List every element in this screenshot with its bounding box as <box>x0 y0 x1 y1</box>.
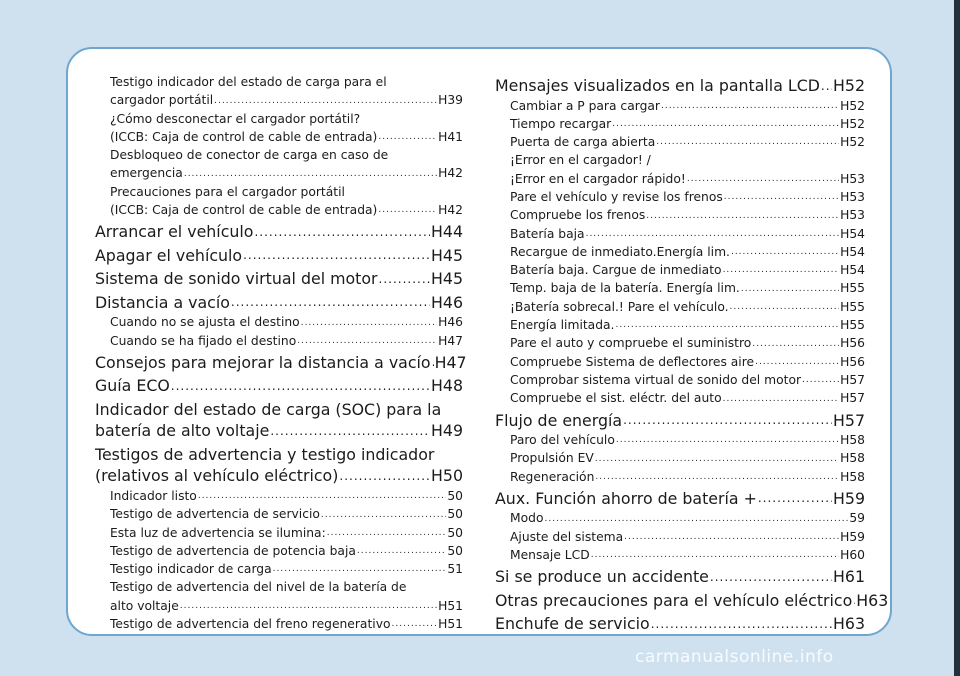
toc-main-entry[interactable]: Consejos para mejorar la distancia a vacío ..... H47 <box>95 352 463 374</box>
toc-sub-entry[interactable]: Batería baja ..... H54 <box>495 225 865 243</box>
toc-sub-entry[interactable]: Testigo de advertencia de potencia baja ..... 50 <box>95 542 463 560</box>
toc-sub-entry[interactable]: Testigo de advertencia del freno regenerativo ..... H51 <box>95 615 463 633</box>
toc-sub-entry-text: Precauciones para el cargador portátil <box>110 184 345 199</box>
toc-sub-entry[interactable]: cargador portátil ..... H39 <box>95 91 463 109</box>
toc-sub-entry[interactable]: Esta luz de advertencia se ilumina: ..... 50 <box>95 524 463 542</box>
toc-sub-entry[interactable]: Testigo indicador de carga ..... 51 <box>95 560 463 578</box>
toc-sub-entry[interactable]: Energía limitada. ..... H55 <box>495 316 865 334</box>
toc-main-entry[interactable]: Otras precauciones para el vehículo eléctrico ..... H63 <box>495 590 865 612</box>
toc-sub-entry[interactable]: Testigo de advertencia de servicio ..... 50 <box>95 505 463 523</box>
toc-sub-entry[interactable]: Regeneración ..... H58 <box>495 468 865 486</box>
toc-sub-entry-text: Testigo indicador del estado de carga para el <box>110 75 387 89</box>
toc-sub-entry[interactable]: Mensaje LCD ..... H60 <box>495 546 865 564</box>
toc-sub-entry[interactable]: (ICCB: Caja de control de cable de entrada) ..... H42 <box>95 201 463 219</box>
toc-main-entry[interactable]: Aux. Función ahorro de batería + ..... H59 <box>495 488 865 510</box>
toc-sub-entry[interactable]: Comprobar sistema virtual de sonido del motor ..... H57 <box>495 371 865 389</box>
toc-main-entry[interactable]: Flujo de energía ..... H57 <box>495 410 865 432</box>
toc-main-entry[interactable]: (relativos al vehículo eléctrico) ..... H50 <box>95 465 463 487</box>
toc-sub-entry[interactable]: (ICCB: Caja de control de cable de entrada) ..... H41 <box>95 128 463 146</box>
toc-sub-entry[interactable]: Compruebe el sist. eléctr. del auto ..... H57 <box>495 389 865 407</box>
toc-sub-entry[interactable]: Puerta de carga abierta ..... H52 <box>495 133 865 151</box>
toc-sub-entry[interactable]: Propulsión EV ..... H58 <box>495 449 865 467</box>
toc-sub-entry[interactable]: Compruebe los frenos ..... H53 <box>495 206 865 224</box>
toc-sub-entry[interactable]: ¡Error en el cargador rápido! ..... H53 <box>495 170 865 188</box>
toc-main-entry[interactable]: Apagar el vehículo ..... H45 <box>95 245 463 267</box>
toc-sub-entry[interactable]: Compruebe Sistema de deflectores aire ..... H56 <box>495 353 865 371</box>
watermark-text: carmanualsonline.info <box>635 647 834 667</box>
toc-sub-entry[interactable]: Temp. baja de la batería. Energía lim. ..... H55 <box>495 279 865 297</box>
page-edge-strip <box>954 0 960 676</box>
toc-sub-entry[interactable]: Pare el vehículo y revise los frenos ..... H53 <box>495 188 865 206</box>
toc-sub-entry-text: ¿Cómo desconectar el cargador portátil? <box>110 111 361 126</box>
toc-sub-entry[interactable]: Recargue de inmediato.Energía lim. ..... H54 <box>495 243 865 261</box>
toc-sub-entry[interactable]: Indicador listo ..... 50 <box>95 487 463 505</box>
toc-sub-entry[interactable]: Ajuste del sistema ..... H59 <box>495 528 865 546</box>
toc-sub-entry-text: ¡Error en el cargador! / <box>510 153 651 168</box>
toc-sub-entry[interactable]: Batería baja. Cargue de inmediato ..... H54 <box>495 261 865 279</box>
toc-main-entry[interactable]: Mensajes visualizados en la pantalla LCD ..... H52 <box>495 75 865 97</box>
toc-main-entry-text: Indicador del estado de carga (SOC) para la <box>95 399 442 419</box>
toc-sub-entry[interactable]: Tiempo recargar ..... H52 <box>495 115 865 133</box>
toc-sub-entry-text: Desbloqueo de conector de carga en caso de <box>110 148 389 163</box>
toc-main-entry-text: Testigos de advertencia y testigo indicador <box>95 444 435 464</box>
toc-sub-entry[interactable]: emergencia ..... H42 <box>95 164 463 182</box>
toc-sub-entry[interactable]: Modo ..... 59 <box>495 509 865 527</box>
toc-main-entry[interactable]: Arrancar el vehículo ..... H44 <box>95 221 463 243</box>
toc-left-column <box>95 73 467 633</box>
toc-main-entry[interactable]: Guía ECO ..... H48 <box>95 375 463 397</box>
toc-sub-entry[interactable]: Paro del vehículo ..... H58 <box>495 431 865 449</box>
toc-main-entry[interactable]: Si se produce un accidente ..... H61 <box>495 566 865 588</box>
toc-main-entry[interactable]: Enchufe de servicio ..... H63 <box>495 613 865 635</box>
toc-sub-entry[interactable]: Cuando se ha fijado el destino ..... H47 <box>95 332 463 350</box>
toc-sub-entry[interactable]: Pare el auto y compruebe el suministro ..... H56 <box>495 334 865 352</box>
toc-sub-entry-text: Testigo de advertencia del nivel de la batería de <box>110 580 407 595</box>
toc-main-entry[interactable]: Sistema de sonido virtual del motor ..... H45 <box>95 268 463 290</box>
toc-sub-entry[interactable]: Cambiar a P para cargar ..... H52 <box>495 97 865 115</box>
toc-right-column <box>495 73 889 635</box>
toc-sub-entry[interactable]: Cuando no se ajusta el destino ..... H46 <box>95 313 463 331</box>
toc-main-entry[interactable]: Distancia a vacío ..... H46 <box>95 292 463 314</box>
toc-sub-entry[interactable]: ¡Batería sobrecal.! Pare el vehículo. ..... H55 <box>495 298 865 316</box>
toc-sub-entry[interactable]: alto voltaje ..... H51 <box>95 597 463 615</box>
toc-main-entry[interactable]: batería de alto voltaje ..... H49 <box>95 420 463 442</box>
